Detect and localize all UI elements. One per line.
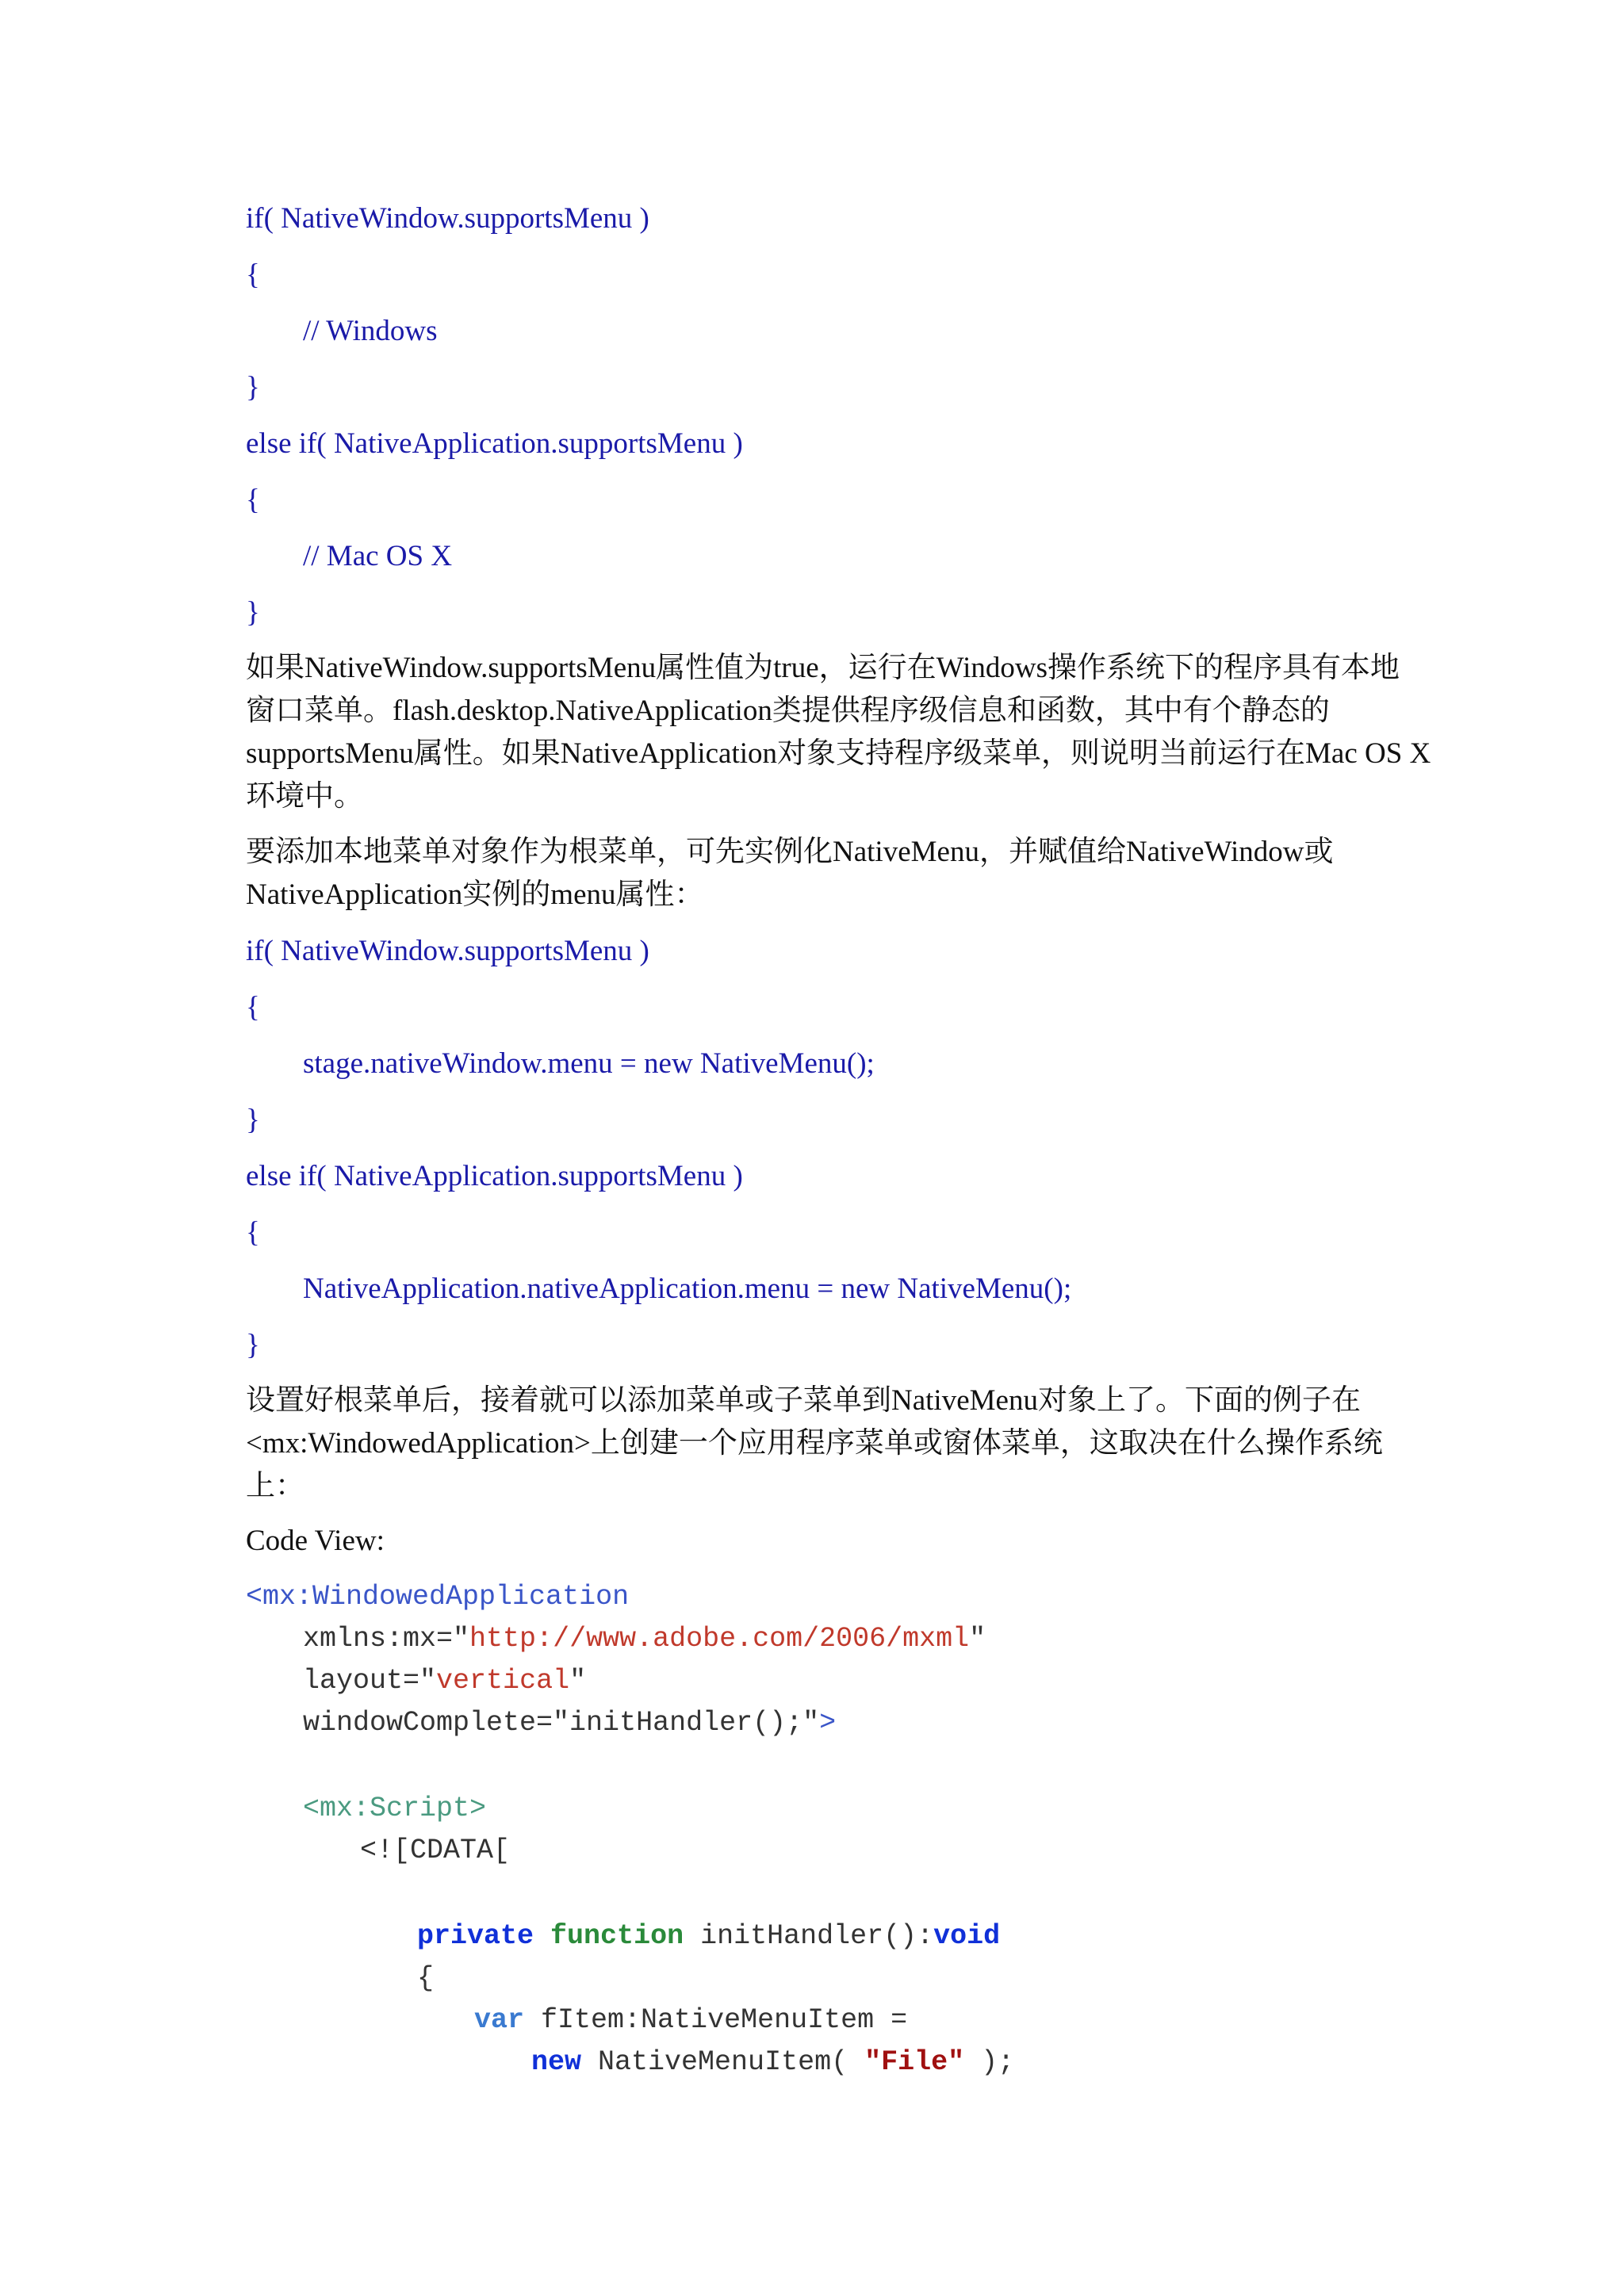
- attr-value: vertical: [436, 1665, 570, 1697]
- code2-line: }: [246, 1329, 260, 1361]
- attr-value: http://www.adobe.com/2006/mxml: [469, 1623, 970, 1655]
- paragraph-3: [246, 1380, 1383, 1508]
- code3-line: [417, 1959, 434, 1997]
- code1-line: }: [246, 371, 260, 404]
- close-paren: );: [981, 2046, 1015, 2078]
- paragraph-line: 窗口菜单。flash.desktop.NativeApplication类提供程序级信息和函数，其中有个静态的: [246, 695, 1330, 727]
- code1-comment: // Mac OS X: [303, 540, 453, 572]
- code3-line: [303, 1662, 586, 1700]
- var-declaration: fItem:NativeMenuItem =: [541, 2004, 908, 2036]
- script-tag: <mx:Script>: [303, 1793, 487, 1824]
- paragraph-line: NativeApplication实例的menu属性：: [246, 878, 704, 911]
- brace: {: [417, 1962, 435, 1994]
- constructor: NativeMenuItem(: [598, 2046, 848, 2078]
- cdata-open: <![CDATA[: [360, 1835, 511, 1866]
- code3-line: [531, 2043, 1014, 2081]
- code2-line: {: [246, 991, 260, 1024]
- keyword: var: [474, 2004, 525, 2036]
- mxml-tag: <mx:WindowedApplication: [246, 1581, 630, 1613]
- code2-line: else if( NativeApplication.supportsMenu ): [246, 1160, 743, 1192]
- paragraph-line: supportsMenu属性。如果NativeApplication对象支持程序级菜单，则说明当前运行在Mac OS X: [246, 737, 1431, 770]
- code2-line: stage.nativeWindow.menu = new NativeMenu();: [303, 1047, 875, 1080]
- attr-name: layout=: [303, 1665, 420, 1697]
- code1-line: {: [246, 258, 260, 291]
- paragraph-1: [246, 647, 1431, 818]
- quote: ": [569, 1665, 587, 1697]
- code1-line: else if( NativeApplication.supportsMenu ): [246, 427, 743, 460]
- code3-line: [303, 1704, 836, 1742]
- quote: ": [969, 1623, 986, 1655]
- paragraph-line: 要添加本地菜单对象作为根菜单，可先实例化NativeMenu，并赋值给NativeWindow或: [246, 836, 1334, 868]
- code3-line: [474, 2001, 907, 2039]
- quote: ": [453, 1623, 470, 1655]
- paragraph-2: [246, 831, 1380, 916]
- code1-line: }: [246, 596, 260, 629]
- code3-line: [303, 1620, 986, 1658]
- code1-line: if( NativeWindow.supportsMenu ): [246, 202, 649, 235]
- string-literal: "File": [864, 2046, 965, 2078]
- attr-name: xmlns:mx=: [303, 1623, 454, 1655]
- paragraph-line: 如果NativeWindow.supportsMenu属性值为true，运行在Windows操作系统下的程序具有本地: [246, 652, 1400, 684]
- code1-line: {: [246, 484, 260, 516]
- code2-line: NativeApplication.nativeApplication.menu = new NativeMenu();: [303, 1272, 1072, 1305]
- keyword: function: [550, 1920, 684, 1952]
- quote: ": [419, 1665, 437, 1697]
- keyword: private: [417, 1920, 534, 1952]
- code3-line: [360, 1831, 510, 1869]
- code2-line: {: [246, 1216, 260, 1249]
- paragraph-line: 环境中。: [246, 780, 363, 813]
- code3-line: [246, 1578, 629, 1616]
- code3-line: [417, 1917, 1000, 1955]
- paragraph-line: 上：: [246, 1470, 304, 1502]
- paragraph-line: <mx:WindowedApplication>上创建一个应用程序菜单或窗体菜单，这取决在什么操作系统: [246, 1427, 1383, 1460]
- keyword: void: [933, 1920, 1001, 1952]
- code-view-label: Code View:: [246, 1525, 385, 1557]
- code1-comment: // Windows: [303, 315, 438, 347]
- attr-name: windowComplete="initHandler();": [303, 1707, 820, 1739]
- keyword: new: [531, 2046, 582, 2078]
- paragraph-line: 设置好根菜单后，接着就可以添加菜单或子菜单到NativeMenu对象上了。下面的例子在: [246, 1384, 1361, 1417]
- code2-line: if( NativeWindow.supportsMenu ): [246, 935, 649, 967]
- code3-line: [303, 1789, 486, 1827]
- function-signature: initHandler():: [700, 1920, 934, 1952]
- tag-close: >: [819, 1707, 837, 1739]
- document-page: [246, 0, 1431, 2296]
- code2-line: }: [246, 1104, 260, 1136]
